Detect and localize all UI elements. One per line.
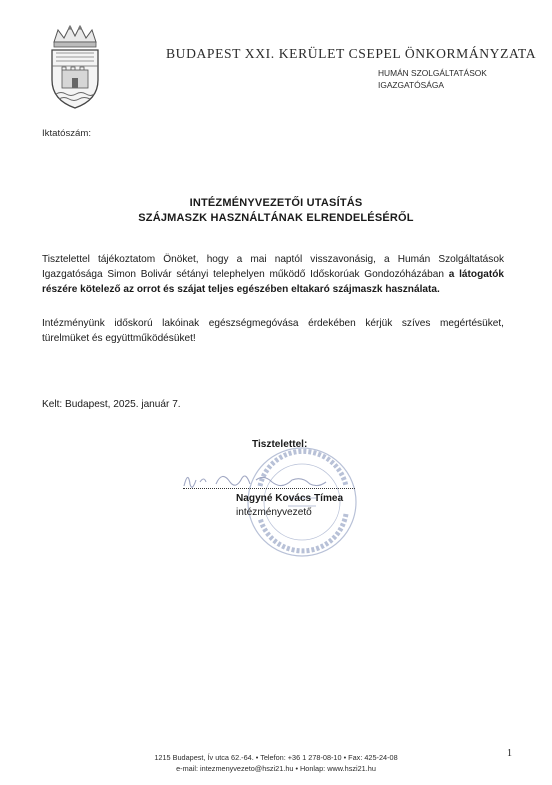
footer-contact: e-mail: intezmenyvezeto@hszi21.hu • Honlap: www.hszi21.hu	[176, 763, 376, 773]
notice-paragraph	[42, 252, 504, 297]
coat-of-arms-icon	[44, 22, 106, 112]
department-name	[378, 68, 487, 91]
request-paragraph: Intézményünk időskorú lakóinak egészségmegóvása érdekében kérjük szíves megértésüket, türelmüket és együttműködésüket!	[42, 318, 504, 344]
page-footer	[0, 753, 552, 774]
title-line-1: INTÉZMÉNYVEZETŐI UTASÍTÁS	[189, 197, 363, 209]
handwritten-signature	[184, 476, 326, 487]
title-line-2: SZÁJMASZK HASZNÁLTÁNAK ELRENDELÉSÉRŐL	[138, 212, 414, 224]
department-line-1: HUMÁN SZOLGÁLTATÁSOK	[378, 68, 487, 78]
closing-greeting: Tisztelettel:	[252, 439, 308, 450]
signature-line	[183, 488, 355, 489]
notice-text: Tisztelettel tájékoztatom Önöket, hogy a mai naptól visszavonásig, a Humán Szolgáltatások Igazgatósága Simon Bolivár sétányi telephelyen működő Időskorúak Gondozóházában	[42, 254, 504, 280]
signer-role: intézményvezető	[236, 507, 312, 518]
footer-address: 1215 Budapest, Ív utca 62.-64. • Telefon: +36 1 278-08-10 • Fax: 425-24-08	[154, 753, 398, 762]
reference-number-label: Iktatószám:	[42, 128, 92, 139]
date-line: Kelt: Budapest, 2025. január 7.	[42, 399, 181, 410]
page-number: 1	[507, 748, 512, 759]
signer-name: Nagyné Kovács Tímea	[236, 493, 344, 504]
document-title	[0, 196, 552, 226]
organization-name: BUDAPEST XXI. KERÜLET CSEPEL ÖNKORMÁNYZATA	[166, 46, 537, 61]
notice-emphasis: a látogatók részére kötelező az orrot és szájat teljes egészében eltakaró szájmaszk használata.	[42, 269, 504, 295]
department-line-2: IGAZGATÓSÁGA	[378, 79, 444, 90]
